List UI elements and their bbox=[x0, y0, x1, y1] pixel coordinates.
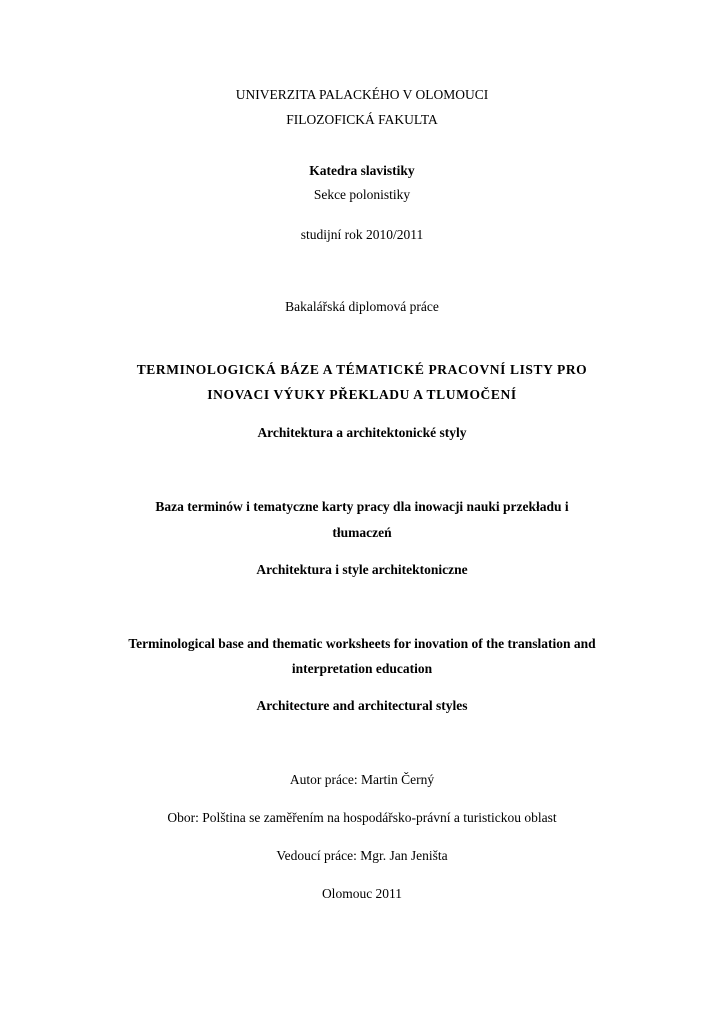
czech-title-line-2: INOVACI VÝUKY PŘEKLADU A TLUMOČENÍ bbox=[207, 387, 517, 402]
english-title-line-1: Terminological base and thematic worksheets for inovation of the translation and bbox=[128, 636, 596, 651]
academic-year: studijní rok 2010/2011 bbox=[300, 227, 424, 242]
faculty-name: FILOZOFICKÁ FAKULTA bbox=[286, 112, 438, 127]
thesis-type: Bakalářská diplomová práce bbox=[285, 299, 439, 314]
polish-subtitle: Architektura i style architektoniczne bbox=[256, 562, 468, 577]
supervisor: Vedoucí práce: Mgr. Jan Jeništa bbox=[276, 848, 448, 863]
department-name: Katedra slavistiky bbox=[309, 163, 415, 178]
english-title-line-2: interpretation education bbox=[291, 661, 433, 676]
university-name: UNIVERZITA PALACKÉHO V OLOMOUCI bbox=[235, 87, 489, 102]
polish-title-line-2: tłumaczeń bbox=[332, 525, 392, 540]
field-of-study: Obor: Polština se zaměřením na hospodářsko-právní a turistickou oblast bbox=[167, 810, 557, 825]
author: Autor práce: Martin Černý bbox=[289, 772, 435, 787]
polish-title-line-1: Baza terminów i tematyczne karty pracy dla inowacji nauki przekładu i bbox=[155, 499, 569, 514]
czech-title-line-1: TERMINOLOGICKÁ BÁZE A TÉMATICKÉ PRACOVNÍ LISTY PRO bbox=[136, 362, 588, 377]
place-and-year: Olomouc 2011 bbox=[321, 886, 403, 901]
czech-subtitle: Architektura a architektonické styly bbox=[257, 425, 467, 440]
english-subtitle: Architecture and architectural styles bbox=[256, 698, 468, 713]
section-name: Sekce polonistiky bbox=[313, 187, 411, 202]
